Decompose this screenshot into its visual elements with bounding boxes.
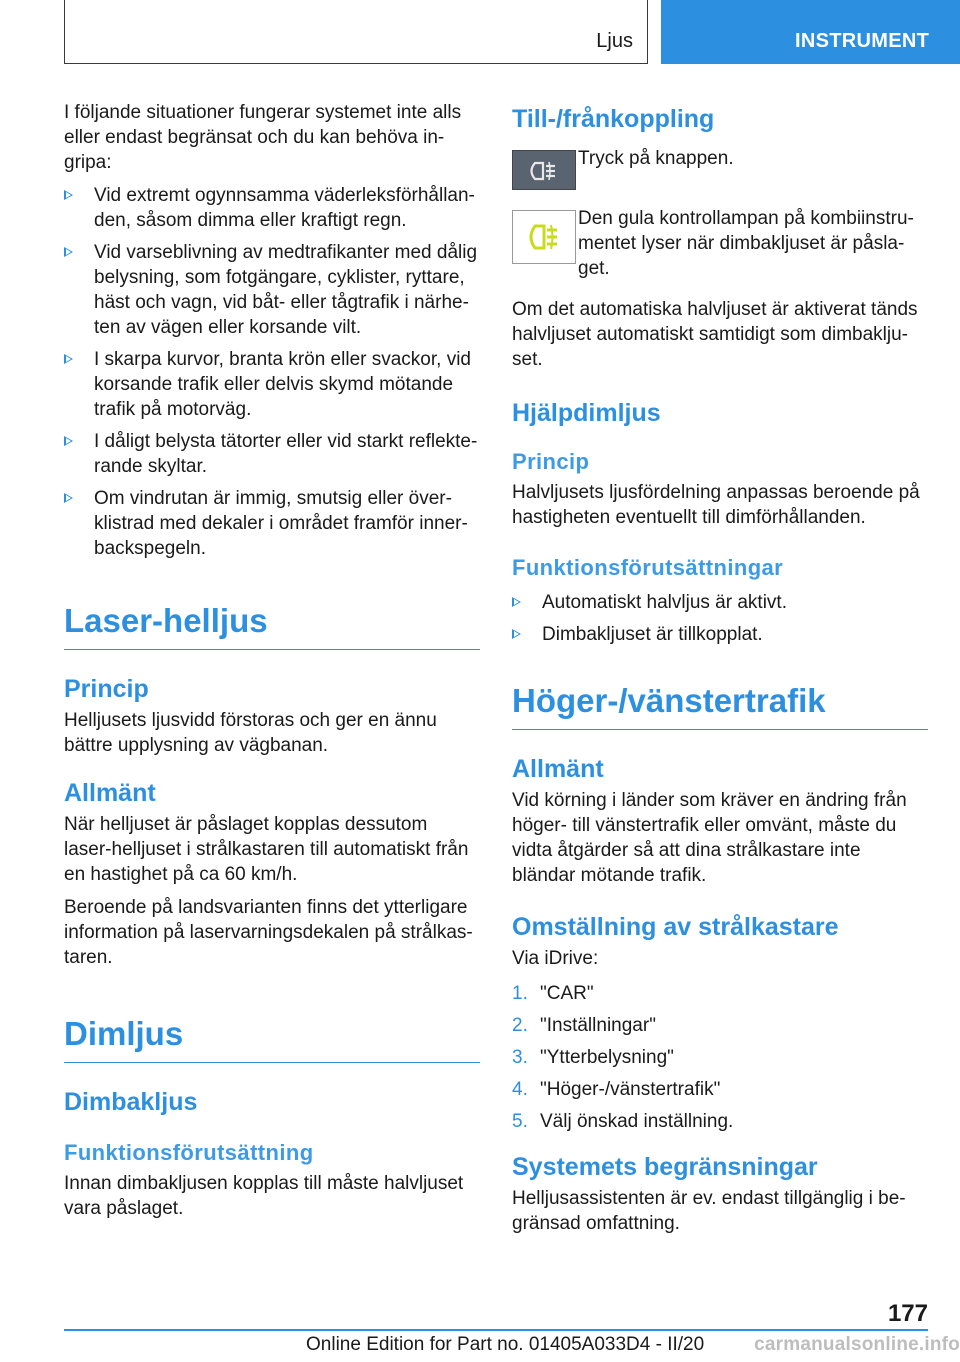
list-item: [512, 981, 928, 1006]
heading-hoger-allmant: Allmänt: [512, 755, 604, 783]
step-text: "Höger-/vänstertrafik": [540, 1079, 721, 1100]
heading-hoger-vanstertrafik: Höger-/vänstertrafik: [512, 681, 928, 730]
list-item-text: I dåligt belysta tätorter eller vid starkt reflekte-rande skyltar.: [94, 431, 478, 477]
till-step-text: Tryck på knappen.: [578, 148, 734, 169]
step-number: 1.: [512, 983, 528, 1004]
list-item: [512, 1045, 928, 1070]
rear-fog-indicator-lamp-icon: [512, 210, 576, 264]
list-item: [64, 429, 480, 479]
step-number: 3.: [512, 1047, 528, 1068]
list-item: [64, 347, 480, 422]
list-item: [64, 240, 480, 340]
hoger-allmant-text: Vid körning i länder som kräver en ändring från höger- till vänstertrafik eller omvänt, måste du vidta åtgärder så att dina strålkastare inte bländar mötande trafik.: [512, 790, 907, 886]
bullet-triangle-icon: [64, 190, 73, 200]
omst-via-text: Via iDrive:: [512, 948, 599, 969]
heading-laser-helljus: Laser-helljus: [64, 601, 480, 650]
list-item-text: Vid extremt ogynnsamma väderleksförhållan-den, såsom dimma eller kraftigt regn.: [94, 185, 475, 231]
bullet-triangle-icon: [64, 436, 73, 446]
laser-allmant-paragraph-2: Beroende på landsvarianten finns det ytterligare information på laservarningsdekalen på strålkas-taren.: [64, 897, 473, 968]
heading-till-frankoppling: Till-/frånkoppling: [512, 105, 715, 133]
heading-hjalpdimljus: Hjälpdimljus: [512, 399, 661, 427]
hjalp-princip-text: Halvljusets ljusfördelning anpassas beroende på hastigheten eventuellt till dimförhållanden.: [512, 482, 920, 528]
limitations-list: [64, 183, 480, 561]
list-item-text: Om vindrutan är immig, smutsig eller över-klistrad med dekaler i området framför inner-backspegeln.: [94, 488, 468, 559]
bullet-triangle-icon: [512, 597, 521, 607]
heading-hjalp-funktionsforutsattningar: Funktionsförutsättningar: [512, 555, 784, 580]
begr-text: Helljusassistenten är ev. endast tillgänglig i be-gränsad omfattning.: [512, 1188, 906, 1234]
bullet-triangle-icon: [64, 493, 73, 503]
heading-dimbakljus: Dimbakljus: [64, 1088, 198, 1116]
funktion-text: Innan dimbakljusen kopplas till måste halvljuset vara påslaget.: [64, 1173, 464, 1219]
list-item: [512, 590, 928, 615]
bullet-triangle-icon: [64, 354, 73, 364]
list-item: [512, 1109, 928, 1134]
list-item-text: I skarpa kurvor, branta krön eller svackor, vid korsande trafik eller delvis skymd mötande trafik på motorväg.: [94, 349, 471, 420]
heading-laser-princip: Princip: [64, 675, 149, 703]
step-text: Välj önskad inställning.: [540, 1111, 734, 1132]
heading-systemets-begransningar: Systemets begränsningar: [512, 1153, 818, 1181]
hjalp-requirements-list: [512, 590, 928, 647]
till-lamp-text: Den gula kontrollampan på kombiinstru-mentet lyser när dimbakljuset är påsla-get.: [578, 208, 914, 279]
list-item: [512, 622, 928, 647]
bullet-triangle-icon: [64, 247, 73, 257]
header-section-title: Ljus: [596, 30, 633, 52]
bullet-triangle-icon: [512, 629, 521, 639]
omst-steps-list: [512, 981, 928, 1134]
step-number: 2.: [512, 1015, 528, 1036]
till-auto-text: Om det automatiska halvljuset är aktiverat tänds halvljuset automatiskt samtidigt som dimbaklju-set.: [512, 299, 918, 370]
list-item-text: Automatiskt halvljus är aktivt.: [542, 592, 787, 613]
heading-dimljus: Dimljus: [64, 1014, 480, 1063]
heading-omstallning: Omställning av strålkastare: [512, 913, 839, 941]
laser-princip-text: Helljusets ljusvidd förstoras och ger en ännu bättre upplysning av vägbanan.: [64, 710, 437, 756]
intro-paragraph: I följande situationer fungerar systemet inte alls eller endast begränsat och du kan behöva in-gripa:: [64, 102, 462, 173]
step-text: "CAR": [540, 983, 594, 1004]
watermark-text: carmanualsonline.info: [754, 1334, 960, 1355]
step-text: "Ytterbelysning": [540, 1047, 674, 1068]
edition-text: Online Edition for Part no. 01405A033D4 - II/20: [306, 1334, 705, 1355]
laser-allmant-paragraph-1: När helljuset är påslaget kopplas dessutom laser-helljuset i strålkastaren till automatiskt från en hastighet på ca 60 km/h.: [64, 814, 469, 885]
header-section-box: [64, 0, 648, 64]
heading-laser-allmant: Allmänt: [64, 779, 156, 807]
heading-funktionsforutsattning: Funktionsförutsättning: [64, 1140, 314, 1165]
button-step-row: [512, 150, 928, 196]
footer-divider: [64, 1329, 928, 1331]
page-number: 177: [887, 1300, 928, 1327]
list-item: [64, 183, 480, 233]
step-text: "Inställningar": [540, 1015, 656, 1036]
list-item: [64, 486, 480, 561]
list-item: [512, 1013, 928, 1038]
lamp-row: [512, 206, 928, 281]
list-item-text: Dimbakljuset är tillkopplat.: [542, 624, 763, 645]
header-chapter-tab: INSTRUMENT: [661, 0, 960, 64]
step-number: 5.: [512, 1111, 528, 1132]
heading-hjalp-princip: Princip: [512, 449, 590, 474]
list-item-text: Vid varseblivning av medtrafikanter med dålig belysning, som fotgängare, cyklister, ryttare, häst och vagn, vid båt- eller tågtrafik i närhe-ten av vägen eller korsande vilt.: [94, 242, 478, 338]
step-number: 4.: [512, 1079, 528, 1100]
list-item: [512, 1077, 928, 1102]
right-column: [512, 100, 928, 1236]
left-column: [64, 100, 480, 1221]
rear-fog-light-button-icon: [512, 150, 576, 190]
